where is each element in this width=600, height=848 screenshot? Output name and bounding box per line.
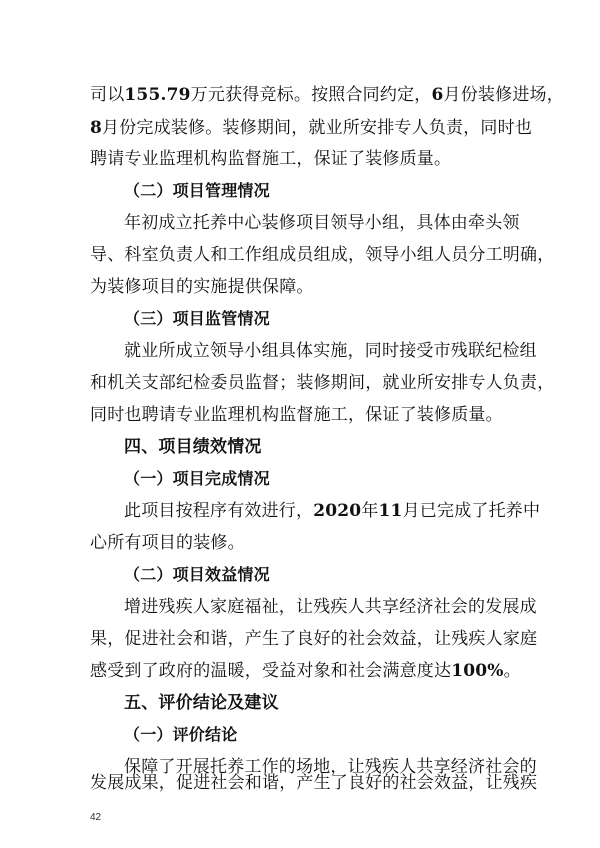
paragraph-line: 果，促进社会和谐，产生了良好的社会效益，让残疾人家庭: [90, 629, 538, 649]
paragraph-line: 心所有项目的装修。: [90, 533, 245, 553]
paragraph-line: [124, 500, 564, 522]
number-run: 11: [378, 501, 403, 521]
text-run: 万元获得竞标。按照合同约定，: [190, 85, 432, 105]
paragraph-line: 增进残疾人家庭福祉，让残疾人共享经济社会的发展成: [124, 597, 537, 617]
chapter-heading: 五、评价结论及建议: [124, 693, 279, 713]
paragraph-line: 年初成立托养中心装修项目领导小组，具体由牵头领: [124, 213, 520, 233]
number-run: 155.79: [124, 85, 191, 105]
paragraph-line: [90, 84, 564, 106]
text-run: 月份完成装修。装修期间，就业所安排专人负责，同时也: [102, 118, 533, 138]
paragraph-line: 发展成果，促进社会和谐，产生了良好的社会效益，让残疾: [90, 773, 538, 793]
section-heading: （三）项目监管情况: [124, 309, 270, 328]
paragraph-line: 保障了开展托养工作的场地，让残疾人共享经济社会的: [124, 757, 537, 777]
paragraph-line: [90, 117, 533, 139]
paragraph-line: 同时也聘请专业监理机构监督施工，保证了装修质量。: [90, 405, 503, 425]
chapter-heading: 四、项目绩效情况: [124, 437, 262, 457]
section-heading: （一）评价结论: [124, 725, 238, 744]
text-run: 司以: [90, 85, 125, 105]
paragraph-line: [90, 660, 530, 682]
section-heading: （二）项目管理情况: [124, 181, 270, 200]
section-heading: （二）项目效益情况: [124, 565, 270, 584]
text-run: 感受到了政府的温暖，受益对象和社会满意度达: [90, 661, 452, 681]
text-run: 年: [361, 501, 379, 521]
text-run: 月已完成了托养中: [402, 501, 541, 521]
section-heading: （一）项目完成情况: [124, 469, 270, 488]
paragraph-line: 就业所成立领导小组具体实施，同时接受市残联纪检组: [124, 341, 537, 361]
text-run: 。: [503, 661, 521, 681]
text-run: 月份装修进场，: [443, 85, 564, 105]
number-run: 8: [90, 118, 103, 138]
number-run: 6: [431, 85, 444, 105]
paragraph-line: 和机关支部纪检委员监督；装修期间，就业所安排专人负责，: [90, 373, 555, 393]
number-run: 100%: [451, 661, 504, 681]
page-number: 42: [90, 812, 102, 823]
number-run: 2020: [313, 501, 362, 521]
text-run: 此项目按程序有效进行，: [124, 501, 314, 521]
paragraph-line: 聘请专业监理机构监督施工，保证了装修质量。: [90, 149, 452, 169]
paragraph-line: 为装修项目的实施提供保障。: [90, 277, 314, 297]
paragraph-line: 导、科室负责人和工作组成员组成，领导小组人员分工明确，: [90, 245, 555, 265]
